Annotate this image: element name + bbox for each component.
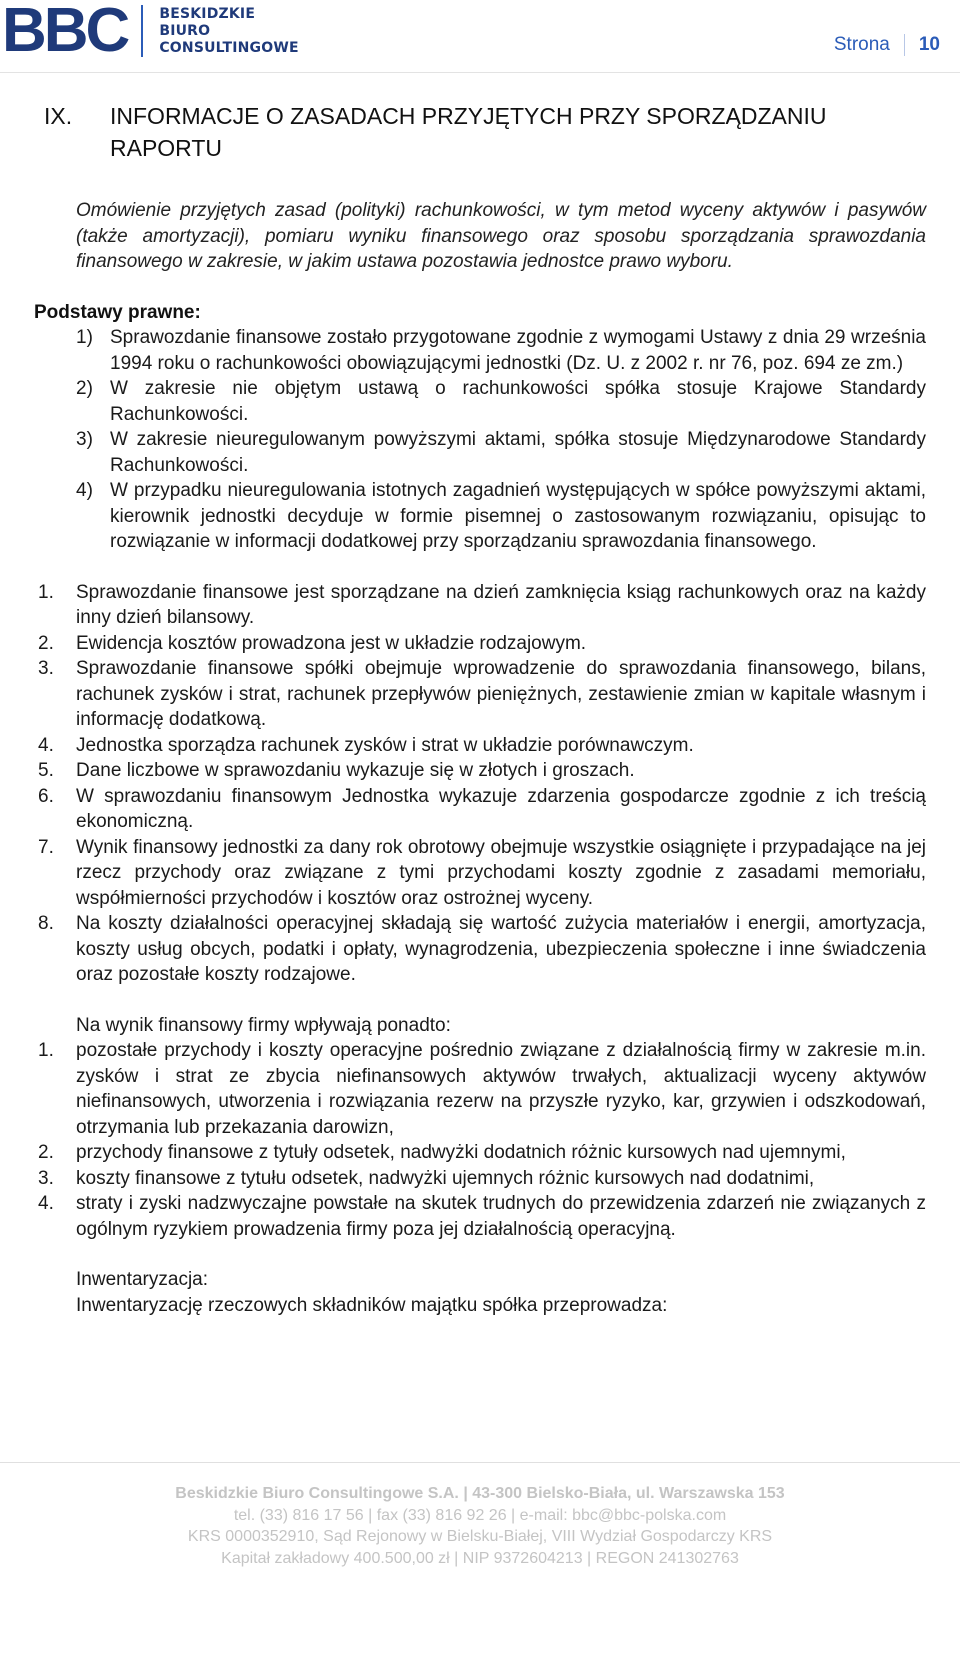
list-item [34,580,926,631]
item-text: pozostałe przychody i koszty operacyjne pośrednio związane z działalnością firmy w zakresie m.in. zysków i strat ze zbycia niefinansowych aktywów trwałych, aktualizacji wyceny aktywów niefinansowych, utworzenia i rozwiązania rezerw na przyszłe ryzyko, kar, grzywien i odszkodowań, otrzymania lub przekazania darowizn, [76,1040,926,1138]
item-number: 5. [38,760,54,781]
page-indicator [834,34,940,56]
section-number: IX. [44,103,73,129]
logo-mark: BBC [2,0,128,65]
document-body [34,100,926,1318]
item-number: 4. [38,1193,54,1214]
footer-registry: KRS 0000352910, Sąd Rejonowy w Bielsku-Białej, VIII Wydział Gospodarczy KRS [187,1528,773,1545]
list-item [34,631,926,657]
list-item [34,835,926,912]
item-text: W zakresie nieuregulowanym powyższymi aktami, spółka stosuje Międzynarodowe Standardy Rachunkowości. [110,429,926,476]
list-item [34,1166,926,1192]
item-number: 4) [76,480,93,501]
item-text: przychody finansowe z tytuły odsetek, nadwyżki dodatnich różnic kursowych nad ujemnymi, [76,1142,846,1163]
list-item [76,325,926,376]
list-item [34,733,926,759]
list-item [34,1140,926,1166]
item-text: Sprawozdanie finansowe zostało przygotowane zgodnie z wymogami Ustawy z dnia 29 września 1994 roku o rachunkowości obowiązującymi jednostki (Dz. U. z 2002 r. nr 76, poz. 694 ze zm.) [110,327,926,374]
item-text: Sprawozdanie finansowe jest sporządzane na dzień zamknięcia ksiąg rachunkowych oraz na każdy inny dzień bilansowy. [76,581,926,628]
item-number: 1. [38,581,54,603]
item-number: 1. [38,1040,54,1061]
logo-wordmark [159,6,298,57]
page-label: Strona [833,34,890,55]
item-text: Dane liczbowe w sprawozdaniu wykazuje się w złotych i groszach. [76,760,635,781]
item-text: koszty finansowe z tytułu odsetek, nadwyżki ujemnych różnic kursowych nad dodatnimi, [76,1167,815,1189]
result-factors-heading: Na wynik finansowy firmy wpływają ponadto: [76,1014,451,1036]
item-text: Ewidencja kosztów prowadzona jest w układzie rodzajowym. [76,632,587,654]
company-logo [2,0,299,65]
item-text: Jednostka sporządza rachunek zysków i strat w układzie porównawczym. [76,734,694,756]
item-number: 2. [38,632,54,654]
page-header [0,0,960,73]
section-heading [44,100,926,164]
list-item [34,656,926,733]
item-number: 2. [38,1142,54,1163]
item-number: 3. [38,1167,54,1189]
item-text: W przypadku nieuregulowania istotnych zagadnień występujących w spółce powyższymi aktami, kierownik jednostki decyduje w formie pisemnej o zastosowanym rozwiązaniu, opisując to rozwiązanie w informacji dodatkowej przy sporządzaniu sprawozdania finansowego. [110,480,926,552]
list-item [34,784,926,835]
item-text: Na koszty działalności operacyjnej składają się wartość zużycia materiałów i energii, amortyzacja, koszty usług obcych, podatki i opłaty, wynagrodzenia, ubezpieczenia społeczne i inne świadczenia oraz pozostałe koszty rodzajowe. [76,913,926,985]
page-footer [0,1462,960,1569]
logo-line: CONSULTINGOWE [159,39,299,56]
logo-line: BESKIDZKIE [159,5,256,22]
item-text: W sprawozdaniu finansowym Jednostka wykazuje zdarzenia gospodarcze zgodnie z ich treścią ekonomiczną. [76,785,926,832]
item-text: W zakresie nie objętym ustawą o rachunkowości spółka stosuje Krajowe Standardy Rachunkowości. [110,378,926,425]
item-text: Wynik finansowy jednostki za dany rok obrotowy obejmuje wszystkie osiągnięte i przypadające na jej rzecz przychody oraz związane z tymi przychodami koszty zgodnie z zasadami memoriału, współmierności przychodów i kosztów oraz ostrożnej wyceny. [76,836,926,909]
list-item [34,1191,926,1242]
legal-basis-list [34,325,926,555]
list-item [76,478,926,555]
section-title: INFORMACJE O ZASADACH PRZYJĘTYCH PRZY SPORZĄDZANIU RAPORTU [110,103,827,161]
logo-line: BIURO [159,22,211,39]
footer-capital: Kapitał zakładowy 400.500,00 zł | NIP 9372604213 | REGON 241302763 [221,1549,739,1567]
list-item [34,1038,926,1140]
list-item [76,427,926,478]
item-number: 1) [76,327,93,348]
item-number: 3. [38,658,54,679]
logo-divider [141,5,143,57]
legal-basis-heading: Podstawy prawne: [34,301,201,323]
result-factors-list [34,1038,926,1242]
footer-contact: tel. (33) 816 17 56 | fax (33) 816 92 26 | e-mail: bbc@bbc-polska.com [233,1506,727,1524]
page-divider [904,34,905,56]
inventory-heading: Inwentaryzacja: [76,1269,209,1290]
footer-company-address: Beskidzkie Biuro Consultingowe S.A. | 43-300 Bielsko-Biała, ul. Warszawska 153 [175,1485,785,1502]
item-text: Sprawozdanie finansowe spółki obejmuje wprowadzenie do sprawozdania finansowego, bilans, rachunek zysków i strat, rachunek przepływów pieniężnych, zestawienie zmian w kapitale własnym i informację dodatkową. [76,658,926,730]
intro-paragraph: Omówienie przyjętych zasad (polityki) rachunkowości, w tym metod wyceny aktywów i pasywów (także amortyzacji), pomiaru wyniku finansowego oraz sposobu sporządzania sprawozdania finansowego w zakresie, w jakim ustawa pozostawia jednostce prawo wyboru. [76,200,926,272]
list-item [34,758,926,784]
item-number: 7. [38,836,54,858]
list-item [76,376,926,427]
item-number: 3) [76,429,93,450]
item-number: 6. [38,785,54,807]
item-text: straty i zyski nadzwyczajne powstałe na skutek trudnych do przewidzenia zdarzeń nie związanych z ogólnym ryzykiem prowadzenia firmy poza jej działalnością operacyjną. [76,1193,926,1240]
item-number: 2) [76,378,93,399]
list-item [34,911,926,988]
item-number: 4. [38,734,54,756]
inventory-text: Inwentaryzację rzeczowych składników majątku spółka przeprowadza: [76,1294,668,1316]
item-number: 8. [38,913,54,934]
page-number: 10 [918,34,940,55]
accounting-principles-list [34,580,926,988]
